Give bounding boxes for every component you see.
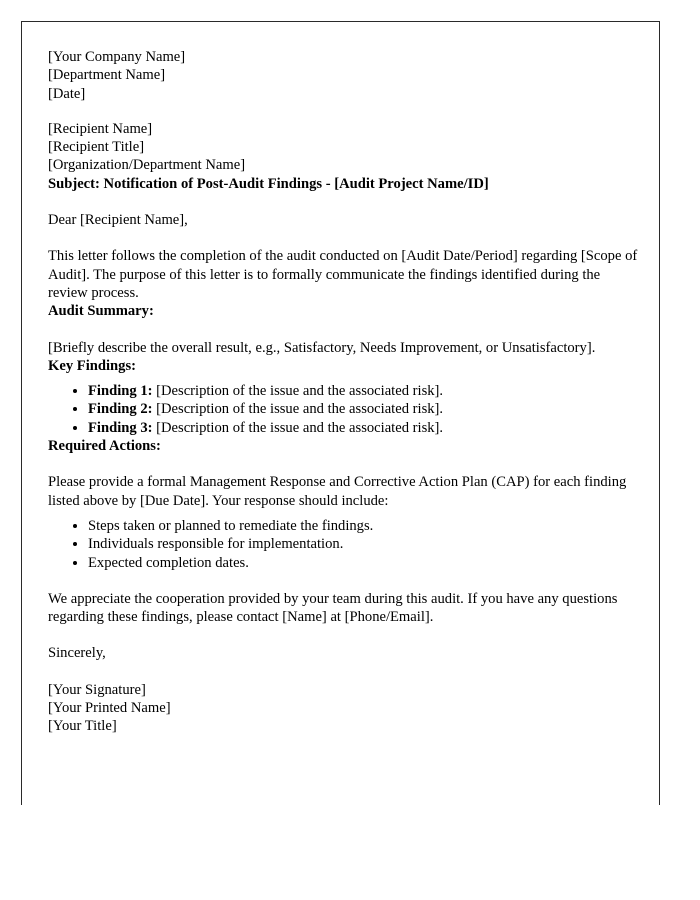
intro-paragraph: This letter follows the completion of the audit conducted on [Audit Date/Period] regarding [Scope of Audit]. The purpose of this letter is to formally communicate the findings identified during the review process. [48, 248, 638, 301]
list-item [88, 419, 638, 437]
subject-line: Subject: Notification of Post-Audit Findings - [Audit Project Name/ID] [48, 175, 489, 192]
closing-paragraph: We appreciate the cooperation provided by your team during this audit. If you have any questions regarding these findings, please contact [Name] at [Phone/Email]. [48, 590, 618, 626]
finding-text: [Description of the issue and the associated risk]. [152, 383, 444, 400]
sender-line: [Date] [48, 85, 86, 102]
finding-text: [Description of the issue and the associated risk]. [152, 401, 444, 418]
spacer [48, 103, 638, 120]
signature-block [48, 681, 638, 736]
recipient-line: [Organization/Department Name] [48, 157, 246, 174]
document-page [21, 21, 660, 805]
audit-summary-body: [Briefly describe the overall result, e.g., Satisfactory, Needs Improvement, or Unsatisfactory]. [48, 339, 596, 356]
signature-line: [Your Printed Name] [48, 700, 171, 717]
signature-line: [Your Signature] [48, 681, 146, 698]
list-item: • Individuals responsible for implementation. [88, 535, 638, 553]
list-item [88, 382, 638, 400]
sender-address-block [48, 48, 638, 103]
list-item: • Expected completion dates. [88, 554, 638, 572]
recipient-line: [Recipient Title] [48, 139, 145, 156]
finding-text: [Description of the issue and the associated risk]. [152, 419, 444, 436]
required-actions-body: Please provide a formal Management Response and Corrective Action Plan (CAP) for each finding listed above by [Due Date]. Your response should include: [48, 474, 627, 509]
list-item [88, 400, 638, 418]
sender-line: [Your Company Name] [48, 49, 186, 65]
salutation: Dear [Recipient Name], [48, 212, 188, 229]
sender-line: [Department Name] [48, 67, 166, 84]
signature-line: [Your Title] [48, 718, 117, 735]
finding-label: Finding 3: [88, 419, 153, 436]
recipient-address-block [48, 120, 638, 175]
key-findings-heading: Key Findings: [48, 357, 136, 374]
finding-label: Finding 1: [88, 383, 153, 400]
finding-label: Finding 2: [88, 401, 153, 418]
document-body [48, 48, 638, 736]
audit-summary-heading: Audit Summary: [48, 303, 154, 320]
list-item: • Steps taken or planned to remediate the findings. [88, 517, 638, 535]
required-actions-heading: Required Actions: [48, 438, 161, 455]
key-findings-list [48, 382, 638, 437]
required-actions-list [48, 517, 638, 572]
sign-off: Sincerely, [48, 645, 106, 662]
recipient-line: [Recipient Name] [48, 120, 153, 137]
